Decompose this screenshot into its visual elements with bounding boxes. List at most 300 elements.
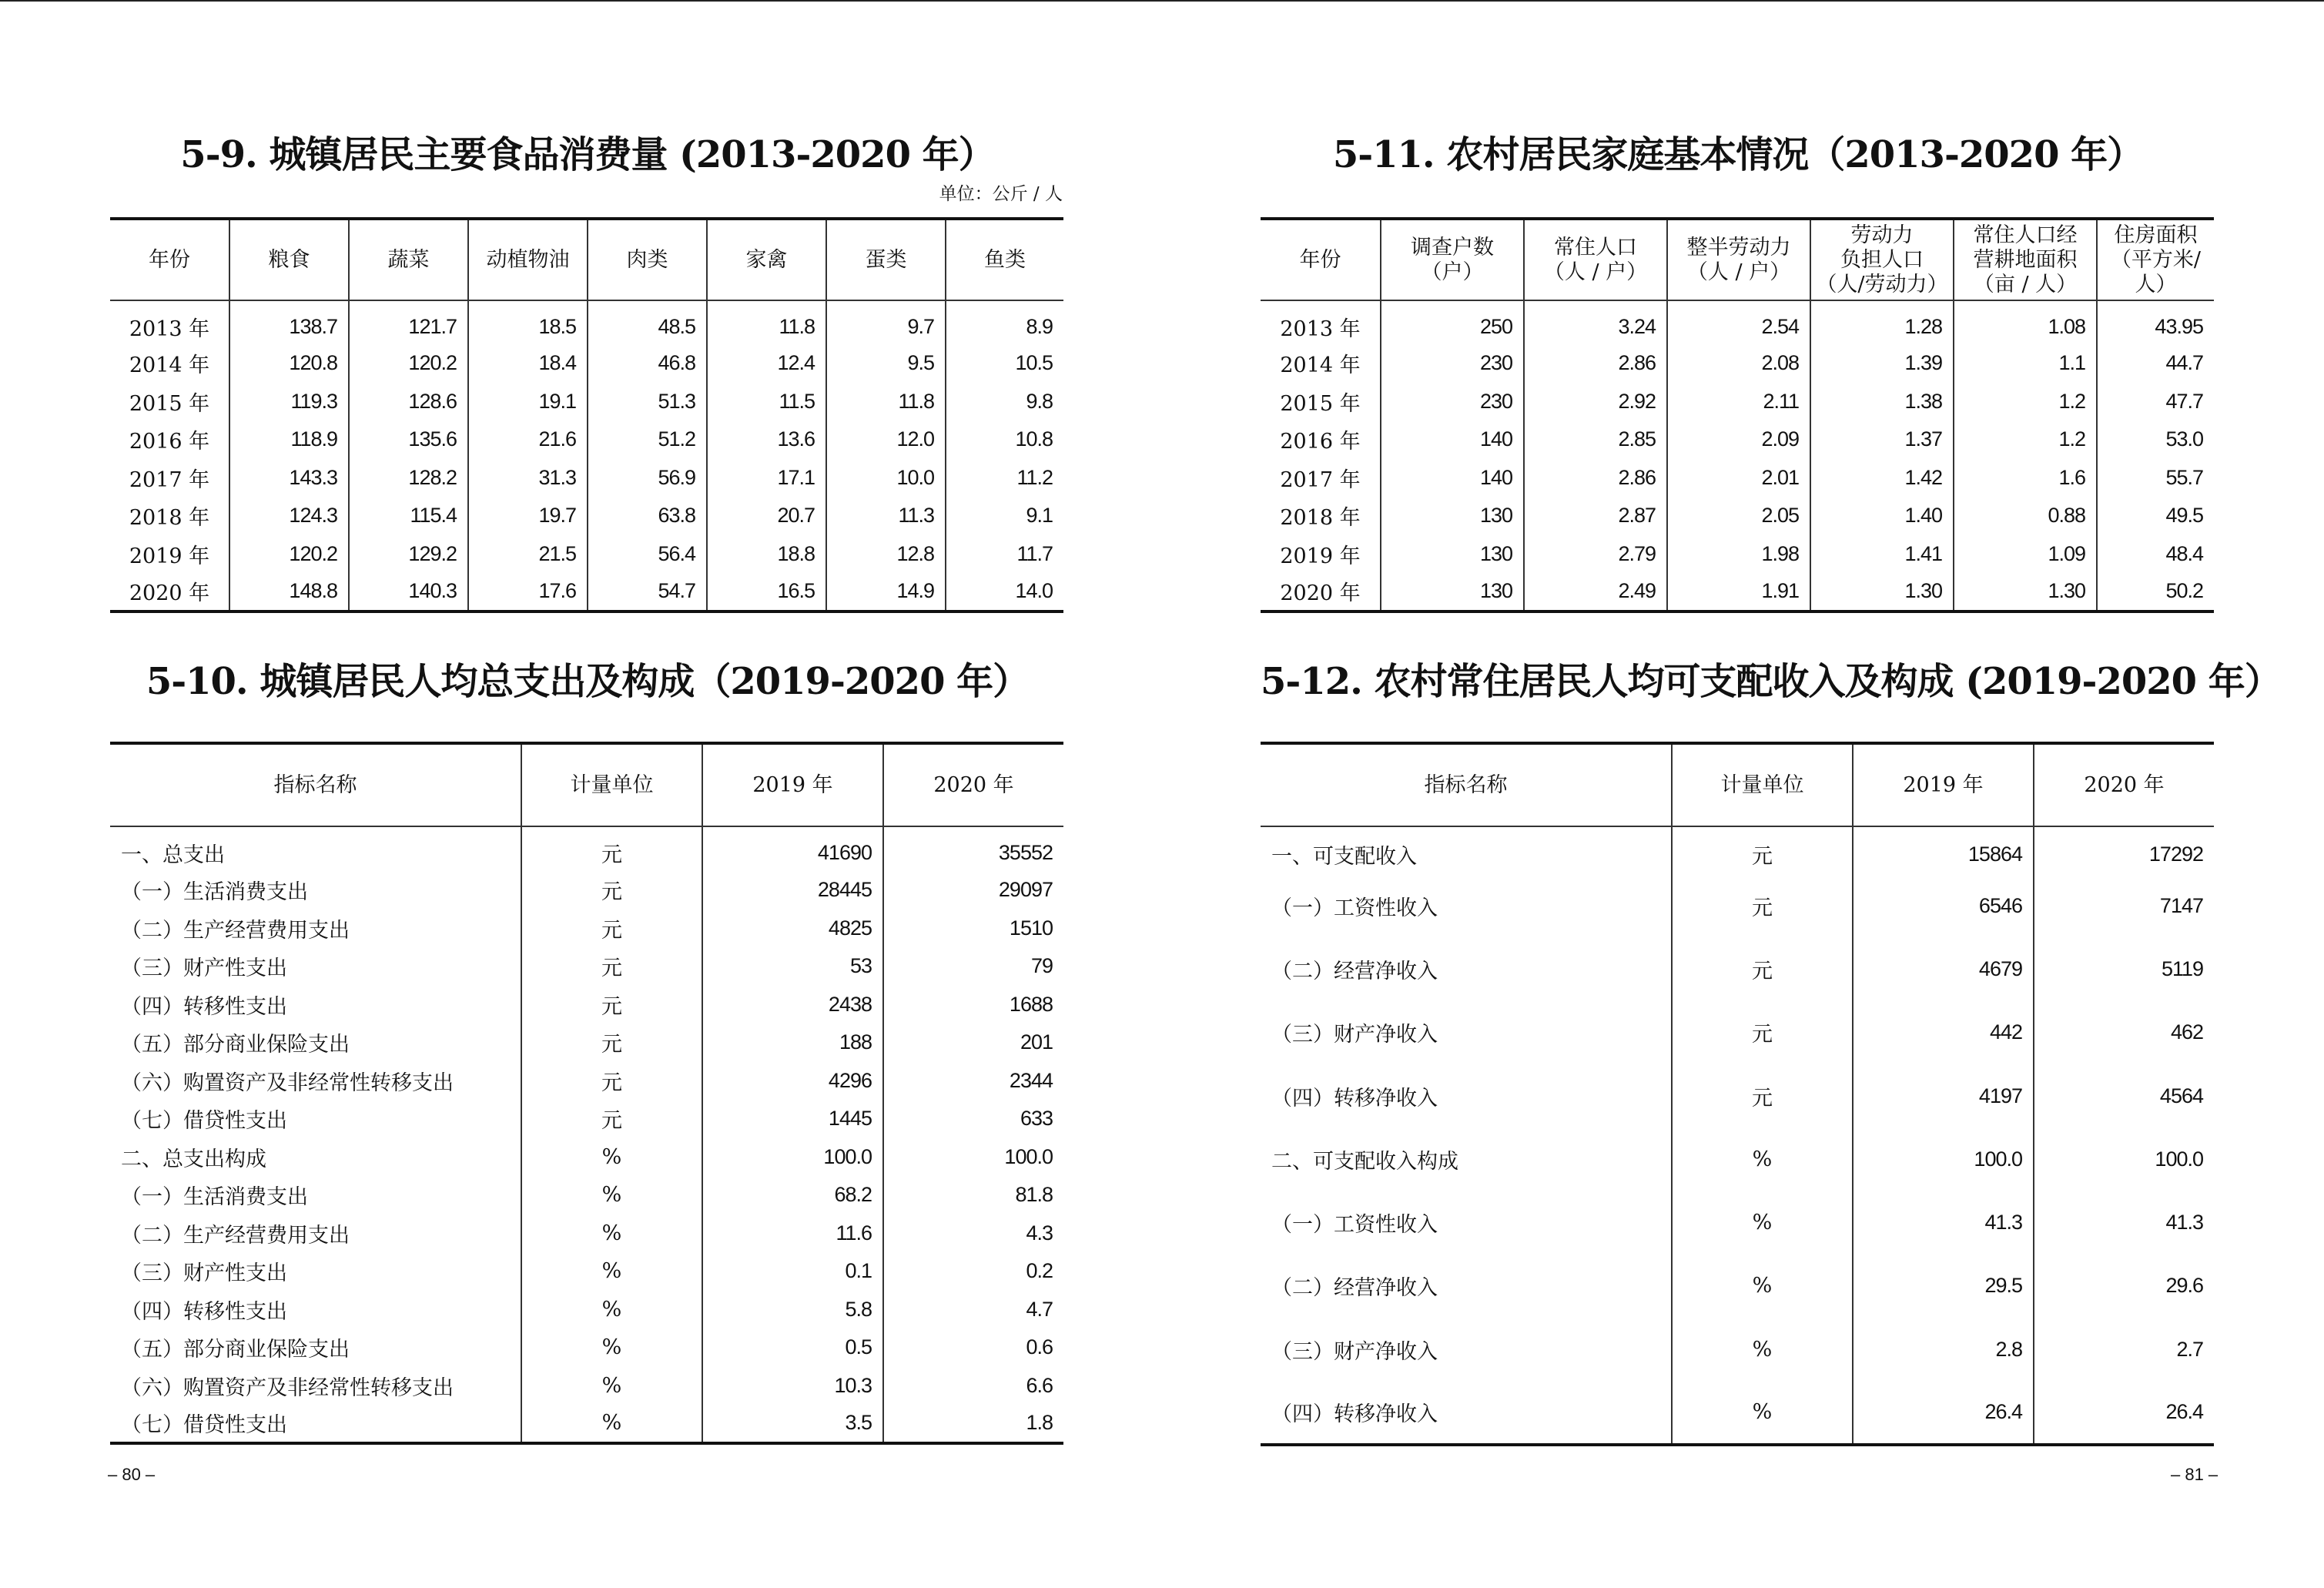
table-cell: （三）财产性支出 — [121, 1261, 287, 1286]
table-cell: 130 — [1381, 497, 1524, 535]
table-cell: 29097 — [883, 871, 1063, 910]
table-row — [110, 573, 1063, 611]
table-cell: 41.3 — [1853, 1191, 2034, 1254]
table-row — [1261, 1001, 2214, 1064]
column-header-line: （人 / 户） — [1543, 260, 1648, 284]
table-cell: 56.9 — [588, 459, 707, 498]
column-header: 指标名称 — [1261, 743, 1672, 826]
table-cell: 124.3 — [229, 497, 349, 535]
table-cell: 13.6 — [707, 420, 826, 459]
table-row — [1261, 420, 2214, 459]
table-row — [1261, 344, 2214, 383]
table-row — [1261, 1191, 2214, 1254]
table-cell: 1445 — [702, 1100, 883, 1138]
table-cell: 128.6 — [349, 383, 468, 421]
table-cell: （四）转移净收入 — [1271, 1086, 1438, 1111]
table-cell: 1.28 — [1810, 300, 1954, 344]
table-cell: （三）财产净收入 — [1271, 1023, 1438, 1047]
table-cell: 2013 年 — [1280, 317, 1361, 341]
table-row — [1261, 1381, 2214, 1444]
table-cell: 188 — [702, 1023, 883, 1062]
table-cell: 9.5 — [826, 344, 946, 383]
table-cell: 51.2 — [588, 420, 707, 459]
table-cell: 130 — [1381, 535, 1524, 574]
column-header: 粮食 — [229, 219, 349, 300]
table-cell: 2.01 — [1667, 459, 1810, 498]
table-cell: 1.2 — [1954, 383, 2097, 421]
table-cell: 140 — [1381, 459, 1524, 498]
table-cell: 元 — [521, 871, 702, 910]
table-row — [1261, 826, 2214, 874]
table-cell: 4.7 — [883, 1291, 1063, 1329]
table-5-11 — [1261, 217, 2214, 613]
table-cell: （五）部分商业保险支出 — [121, 1033, 350, 1057]
table-cell: 1.30 — [1810, 573, 1954, 611]
table-row — [110, 1328, 1063, 1367]
column-header-line: 常住人口经 — [1973, 223, 2078, 247]
column-header: 蛋类 — [826, 219, 946, 300]
table-row — [110, 1176, 1063, 1214]
table-cell: 2020 年 — [1261, 573, 1381, 611]
table-row — [1261, 1318, 2214, 1381]
table-5-9-title: 5-9. 城镇居民主要食品消费量 (2013-2020 年） — [180, 133, 995, 176]
table-cell: 2.54 — [1667, 300, 1810, 344]
table-cell: 1.38 — [1810, 383, 1954, 421]
table-cell: 3.24 — [1524, 300, 1667, 344]
table-cell: 12.8 — [826, 535, 946, 574]
table-cell: 16.5 — [707, 573, 826, 611]
table-cell: 68.2 — [702, 1176, 883, 1214]
table-row — [110, 1023, 1063, 1062]
table-cell: 12.0 — [826, 420, 946, 459]
table-cell: （一）生活消费支出 — [121, 880, 308, 905]
table-cell: 元 — [521, 986, 702, 1024]
table-cell: 100.0 — [2034, 1127, 2214, 1191]
column-header: 年份 — [110, 219, 229, 300]
table-cell: 19.1 — [468, 383, 588, 421]
table-cell: （七）借贷性支出 — [121, 1109, 287, 1134]
table-cell: 121.7 — [349, 300, 468, 344]
table-row — [1261, 300, 2214, 344]
table-cell: 140.3 — [349, 573, 468, 611]
column-header: 蔬菜 — [349, 219, 468, 300]
column-header-line: 常住人口 — [1554, 235, 1637, 260]
table-cell: 2.09 — [1667, 420, 1810, 459]
table-cell: （三）财产性支出 — [121, 956, 287, 981]
column-header-line: 住房面积 — [2114, 223, 2198, 247]
table-cell: 41.3 — [2034, 1191, 2214, 1254]
table-cell: 1510 — [883, 910, 1063, 948]
column-header: 肉类 — [588, 219, 707, 300]
table-cell: 230 — [1381, 344, 1524, 383]
column-header: 2019 年 — [702, 743, 883, 826]
table-cell: 201 — [883, 1023, 1063, 1062]
table-cell: 17.1 — [707, 459, 826, 498]
table-cell: 2019 年 — [1280, 544, 1361, 568]
table-cell: 11.3 — [826, 497, 946, 535]
table-cell: 2014 年 — [1280, 353, 1361, 378]
table-cell: 2.85 — [1524, 420, 1667, 459]
table-cell: 10.3 — [702, 1367, 883, 1405]
table-cell: 2.11 — [1667, 383, 1810, 421]
table-cell: % — [1672, 1191, 1853, 1254]
table-cell: 5119 — [2034, 937, 2214, 1000]
column-header — [1954, 219, 2097, 300]
table-cell: 1.42 — [1810, 459, 1954, 498]
table-row — [110, 986, 1063, 1024]
table-cell: 130 — [1381, 573, 1524, 611]
table-cell: % — [1672, 1318, 1853, 1381]
table-cell: （六）购置资产及非经常性转移支出 — [121, 1070, 454, 1095]
table-5-12 — [1261, 742, 2214, 1446]
table-cell: （二）生产经营费用支出 — [121, 918, 350, 943]
table-cell: 1.6 — [1954, 459, 2097, 498]
table-cell: 1.2 — [1954, 420, 2097, 459]
column-header-line: （平方米/人） — [2110, 247, 2202, 296]
table-cell: 二、可支配收入构成 — [1271, 1149, 1458, 1174]
table-row — [110, 826, 1063, 871]
table-cell: 120.2 — [229, 535, 349, 574]
table-cell: 4564 — [2034, 1064, 2214, 1127]
table-header-row — [110, 219, 1063, 300]
table-cell: 128.2 — [349, 459, 468, 498]
table-cell: 4679 — [1853, 937, 2034, 1000]
table-cell: 14.9 — [826, 573, 946, 611]
table-row — [1261, 459, 2214, 498]
table-cell: 53 — [702, 947, 883, 986]
table-row — [110, 420, 1063, 459]
column-header: 鱼类 — [946, 219, 1063, 300]
table-cell: （四）转移性支出 — [121, 1299, 287, 1324]
table-cell: 4197 — [1853, 1064, 2034, 1127]
column-header: 计量单位 — [521, 743, 702, 826]
column-header: 指标名称 — [110, 743, 521, 826]
table-5-11-title: 5-11. 农村居民家庭基本情况（2013-2020 年） — [1332, 133, 2144, 176]
table-cell: 26.4 — [1853, 1381, 2034, 1444]
table-cell: 43.95 — [2097, 300, 2214, 344]
column-header — [2097, 219, 2214, 300]
table-cell: 元 — [521, 1062, 702, 1101]
table-cell: 元 — [521, 910, 702, 948]
table-cell: 2.8 — [1853, 1318, 2034, 1381]
column-header-line: 负担人口 — [1840, 247, 1924, 272]
table-row — [110, 459, 1063, 498]
table-cell: 140 — [1381, 420, 1524, 459]
table-cell: 100.0 — [883, 1138, 1063, 1177]
table-cell: 120.8 — [229, 344, 349, 383]
table-row — [110, 871, 1063, 910]
table-row — [1261, 1127, 2214, 1191]
table-cell: 49.5 — [2097, 497, 2214, 535]
column-header: 动植物油 — [468, 219, 588, 300]
table-cell: 2.05 — [1667, 497, 1810, 535]
table-cell: 元 — [521, 826, 702, 871]
table-cell: 2.87 — [1524, 497, 1667, 535]
table-row — [110, 383, 1063, 421]
table-cell: 2015 年 — [1280, 391, 1361, 416]
table-cell: 63.8 — [588, 497, 707, 535]
table-cell: 0.6 — [883, 1328, 1063, 1367]
top-border — [1162, 0, 2324, 2]
table-cell: 元 — [1672, 874, 1853, 937]
table-cell: 230 — [1381, 383, 1524, 421]
table-cell: 148.8 — [229, 573, 349, 611]
table-header-row — [1261, 219, 2214, 300]
table-row — [110, 497, 1063, 535]
table-row — [1261, 497, 2214, 535]
table-cell: 2.86 — [1524, 459, 1667, 498]
table-cell: 1688 — [883, 986, 1063, 1024]
table-cell: 10.0 — [826, 459, 946, 498]
table-cell: 5.8 — [702, 1291, 883, 1329]
table-cell: 6.6 — [883, 1367, 1063, 1405]
table-cell: 633 — [883, 1100, 1063, 1138]
table-cell: 0.88 — [1954, 497, 2097, 535]
table-cell: 元 — [1672, 1064, 1853, 1127]
column-header: 计量单位 — [1672, 743, 1853, 826]
table-cell: % — [521, 1138, 702, 1177]
table-5-10-title: 5-10. 城镇居民人均总支出及构成（2019-2020 年） — [146, 660, 1030, 703]
table-cell: （七）借贷性支出 — [110, 1405, 521, 1443]
table-cell: % — [521, 1328, 702, 1367]
table-cell: 100.0 — [702, 1138, 883, 1177]
table-cell: 1.37 — [1810, 420, 1954, 459]
table-cell: 6546 — [1853, 874, 2034, 937]
table-cell: 18.5 — [468, 300, 588, 344]
column-header — [1524, 219, 1667, 300]
table-cell: 11.2 — [946, 459, 1063, 498]
table-cell: 3.5 — [702, 1405, 883, 1443]
table-cell: 19.7 — [468, 497, 588, 535]
table-cell: 48.4 — [2097, 535, 2214, 574]
table-cell: 11.8 — [826, 383, 946, 421]
column-header-line: （亩 / 人） — [1973, 272, 2078, 296]
table-cell: （一）工资性收入 — [1271, 896, 1438, 920]
table-cell: 1.09 — [1954, 535, 2097, 574]
table-cell: 2016 年 — [129, 430, 210, 454]
table-row — [110, 300, 1063, 344]
table-cell: 55.7 — [2097, 459, 2214, 498]
table-cell: 17292 — [2034, 826, 2214, 874]
table-cell: % — [521, 1405, 702, 1443]
page-number-right: – 81 – — [2171, 1465, 2219, 1484]
table-cell: 1.30 — [1954, 573, 2097, 611]
table-cell: （一）工资性收入 — [1271, 1213, 1438, 1238]
table-cell: （一）生活消费支出 — [121, 1185, 308, 1210]
table-cell: （二）经营净收入 — [1271, 1276, 1438, 1301]
table-cell: 2020 年 — [110, 573, 229, 611]
table-cell: 2015 年 — [129, 391, 210, 416]
table-cell: 元 — [521, 1023, 702, 1062]
table-cell: 1.8 — [883, 1405, 1063, 1443]
table-cell: 1.40 — [1810, 497, 1954, 535]
table-cell: 2.79 — [1524, 535, 1667, 574]
table-cell: 18.8 — [707, 535, 826, 574]
table-cell: 118.9 — [229, 420, 349, 459]
table-5-10 — [110, 742, 1063, 1445]
table-cell: 2.92 — [1524, 383, 1667, 421]
table-cell: 2438 — [702, 986, 883, 1024]
table-cell: % — [1672, 1127, 1853, 1191]
table-cell: （五）部分商业保险支出 — [121, 1338, 350, 1362]
table-cell: 29.5 — [1853, 1255, 2034, 1318]
table-row — [110, 1138, 1063, 1177]
table-cell: 100.0 — [1853, 1127, 2034, 1191]
table-cell: 129.2 — [349, 535, 468, 574]
table-cell: 11.7 — [946, 535, 1063, 574]
table-cell: 10.5 — [946, 344, 1063, 383]
column-header — [1810, 219, 1954, 300]
table-row — [110, 947, 1063, 986]
table-row — [1261, 535, 2214, 574]
table-cell: 元 — [1672, 937, 1853, 1000]
table-cell: 1.08 — [1954, 300, 2097, 344]
table-cell: % — [521, 1252, 702, 1291]
column-header: 2020 年 — [2034, 743, 2214, 826]
table-cell: 48.5 — [588, 300, 707, 344]
table-cell: （三）财产净收入 — [1271, 1339, 1438, 1364]
table-cell: 54.7 — [588, 573, 707, 611]
table-cell: 1.98 — [1667, 535, 1810, 574]
table-cell: % — [521, 1214, 702, 1253]
table-cell: 250 — [1381, 300, 1524, 344]
table-row — [1261, 1064, 2214, 1127]
table-cell: （四）转移净收入 — [1261, 1381, 1672, 1444]
table-cell: % — [521, 1291, 702, 1329]
table-cell: 442 — [1853, 1001, 2034, 1064]
table-5-9-unit: 单位：公斤 / 人 — [939, 184, 1063, 204]
column-header: 家禽 — [707, 219, 826, 300]
table-row — [110, 1291, 1063, 1329]
table-cell: 11.6 — [702, 1214, 883, 1253]
table-cell: 11.5 — [707, 383, 826, 421]
table-cell: 4825 — [702, 910, 883, 948]
table-cell: 4.3 — [883, 1214, 1063, 1253]
table-row — [110, 910, 1063, 948]
table-cell: 元 — [521, 1100, 702, 1138]
table-cell: 79 — [883, 947, 1063, 986]
column-header-line: 营耕地面积 — [1973, 247, 2078, 272]
column-header-line: （人 / 户） — [1686, 260, 1791, 284]
table-cell: 2014 年 — [129, 353, 210, 378]
column-header: 2019 年 — [1853, 743, 2034, 826]
table-cell: 20.7 — [707, 497, 826, 535]
table-cell: 1.41 — [1810, 535, 1954, 574]
column-header-line: 劳动力 — [1850, 223, 1914, 247]
table-cell: 0.2 — [883, 1252, 1063, 1291]
table-cell: 元 — [1672, 1001, 1853, 1064]
table-cell: 2344 — [883, 1062, 1063, 1101]
table-cell: 17.6 — [468, 573, 588, 611]
top-border — [0, 0, 1162, 2]
table-cell: % — [1672, 1255, 1853, 1318]
table-cell: 115.4 — [349, 497, 468, 535]
table-cell: 35552 — [883, 826, 1063, 871]
table-cell: 41690 — [702, 826, 883, 871]
table-cell: 119.3 — [229, 383, 349, 421]
table-cell: 28445 — [702, 871, 883, 910]
table-row — [1261, 874, 2214, 937]
table-cell: 元 — [1672, 826, 1853, 874]
table-cell: 2018 年 — [129, 506, 210, 531]
table-cell: 50.2 — [2097, 573, 2214, 611]
table-cell: 1.91 — [1667, 573, 1810, 611]
column-header: 2020 年 — [883, 743, 1063, 826]
table-cell: 0.1 — [702, 1252, 883, 1291]
column-header-line: 年份 — [1299, 247, 1341, 272]
table-cell: 18.4 — [468, 344, 588, 383]
table-cell: 135.6 — [349, 420, 468, 459]
table-5-12-title: 5-12. 农村常住居民人均可支配收入及构成 (2019-2020 年） — [1261, 660, 2281, 703]
table-cell: 8.9 — [946, 300, 1063, 344]
table-cell: 21.6 — [468, 420, 588, 459]
page-number-left: – 80 – — [108, 1465, 156, 1484]
table-row — [110, 1367, 1063, 1405]
table-cell: （二）经营净收入 — [1271, 959, 1438, 983]
table-row — [110, 1214, 1063, 1253]
table-cell: 一、总支出 — [121, 843, 225, 867]
table-cell: 120.2 — [349, 344, 468, 383]
table-cell: 7147 — [2034, 874, 2214, 937]
table-cell: 2.08 — [1667, 344, 1810, 383]
table-header-row — [110, 743, 1063, 826]
column-header — [1261, 219, 1381, 300]
table-row — [1261, 1255, 2214, 1318]
table-row — [110, 535, 1063, 574]
table-cell: 2.7 — [2034, 1318, 2214, 1381]
table-row — [110, 1252, 1063, 1291]
table-cell: % — [1672, 1381, 1853, 1444]
table-cell: 0.5 — [702, 1328, 883, 1367]
table-cell: （六）购置资产及非经常性转移支出 — [121, 1375, 454, 1400]
table-cell: （四）转移性支出 — [121, 994, 287, 1019]
table-5-9 — [110, 217, 1063, 613]
table-cell: 46.8 — [588, 344, 707, 383]
table-cell: 31.3 — [468, 459, 588, 498]
table-row — [1261, 383, 2214, 421]
table-cell: 53.0 — [2097, 420, 2214, 459]
table-cell: 21.5 — [468, 535, 588, 574]
table-cell: % — [521, 1176, 702, 1214]
table-cell: 二、总支出构成 — [121, 1147, 266, 1171]
table-cell: 2013 年 — [129, 317, 210, 341]
table-cell: 11.8 — [707, 300, 826, 344]
table-row — [110, 344, 1063, 383]
table-cell: 26.4 — [2034, 1381, 2214, 1444]
table-cell: 元 — [521, 947, 702, 986]
table-cell: （二）生产经营费用支出 — [121, 1223, 350, 1248]
column-header-line: （户） — [1421, 260, 1484, 284]
table-cell: 47.7 — [2097, 383, 2214, 421]
column-header-line: 调查户数 — [1411, 235, 1494, 260]
table-cell: 12.4 — [707, 344, 826, 383]
table-cell: 9.1 — [946, 497, 1063, 535]
table-cell: 15864 — [1853, 826, 2034, 874]
table-cell: 44.7 — [2097, 344, 2214, 383]
table-row — [110, 1100, 1063, 1138]
table-cell: % — [521, 1367, 702, 1405]
right-page — [1162, 0, 2324, 1588]
table-cell: 2018 年 — [1280, 506, 1361, 531]
table-cell: 143.3 — [229, 459, 349, 498]
table-cell: 462 — [2034, 1001, 2214, 1064]
table-cell: 56.4 — [588, 535, 707, 574]
table-cell: 2017 年 — [1280, 467, 1361, 492]
table-row — [1261, 573, 2214, 611]
column-header — [1381, 219, 1524, 300]
table-cell: 2019 年 — [129, 544, 210, 568]
table-cell: 2.49 — [1524, 573, 1667, 611]
